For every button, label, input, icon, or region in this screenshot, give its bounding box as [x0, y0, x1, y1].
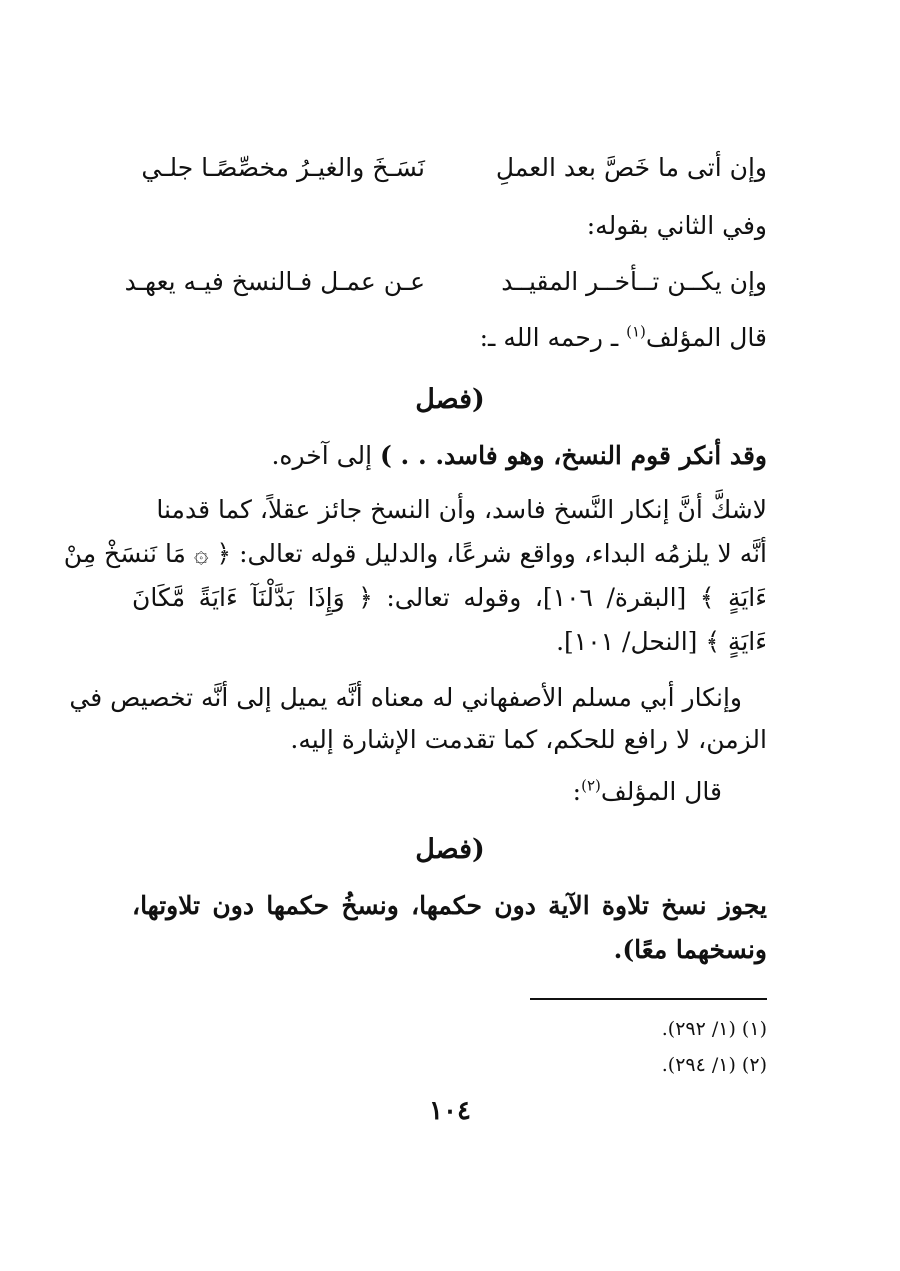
author-line-2: [87, 772, 722, 812]
author-line-1: [132, 318, 767, 358]
statement-2-line-2: ونسخهما معًا).: [613, 935, 767, 964]
footnote-ref-2: (٢): [581, 776, 601, 795]
statement-1-tail: إلى آخره.: [271, 441, 380, 470]
para-2-line-1: وإنكار أبي مسلم الأصفهاني له معناه أنَّه يميل إلى أنَّه تخصيص في: [69, 683, 742, 712]
para-1-line-3: ءَايَةٍ ﴾ [البقرة/ ١٠٦]، وقوله تعالى: ﴿ وَإِذَا بَدَّلْنَآ ءَايَةً مَّكَانَ: [132, 583, 768, 612]
para-1-line-1: لاشكَّ أنَّ إنكار النَّسخ فاسد، وأن النسخ جائز عقلاً، كما قدمنا: [156, 495, 767, 524]
statement-2-line-1: يجوز نسخ تلاوة الآية دون حكمها، ونسخُ حكمها دون تلاوتها،: [132, 891, 767, 920]
verse-1-right-hemistich: وإن أتى ما خَصَّ بعد العملِ: [495, 153, 767, 182]
footnote-ref-1: (١): [626, 322, 646, 341]
author-label: قال المؤلف: [645, 323, 767, 352]
verse-2-right-hemistich: وإن يكــن تــأخــر المقيــد: [501, 267, 767, 296]
section-heading-1: (فصل: [415, 384, 485, 415]
verse-1-left-hemistich: نَسَـخَ والغيـرُ مخصِّصًـا جلـي: [141, 153, 425, 182]
verse-2-left-hemistich: عـن عمـل فـالنسخ فيـه يعهـد: [124, 267, 425, 296]
footnote-2: (٢) (١/ ٢٩٤).: [661, 1054, 767, 1076]
statement-1-bold: وقد أنكر قوم النسخ، وهو فاسد. . . ): [380, 441, 767, 470]
para-1-line-2: أنَّه لا يلزمُه البداء، وواقع شرعًا، والدليل قوله تعالى: ﴿ ۞ مَا نَنسَخْ مِنْ: [63, 539, 767, 568]
author-suffix: :: [572, 777, 582, 806]
footnote-1: (١) (١/ ٢٩٢).: [661, 1018, 767, 1040]
author-suffix: ـ رحمه الله ـ:: [479, 323, 627, 352]
footnote-separator: [530, 998, 767, 1000]
para-1-line-4: ءَايَةٍ ﴾ [النحل/ ١٠١].: [556, 627, 767, 656]
author-label: قال المؤلف: [600, 777, 722, 806]
statement-1: [132, 436, 767, 476]
intro-line: وفي الثاني بقوله:: [586, 211, 767, 240]
section-heading-2: (فصل: [415, 834, 485, 865]
page-number: ١٠٤: [429, 1096, 471, 1126]
para-2-line-2: الزمن، لا رافع للحكم، كما تقدمت الإشارة إليه.: [290, 725, 767, 754]
